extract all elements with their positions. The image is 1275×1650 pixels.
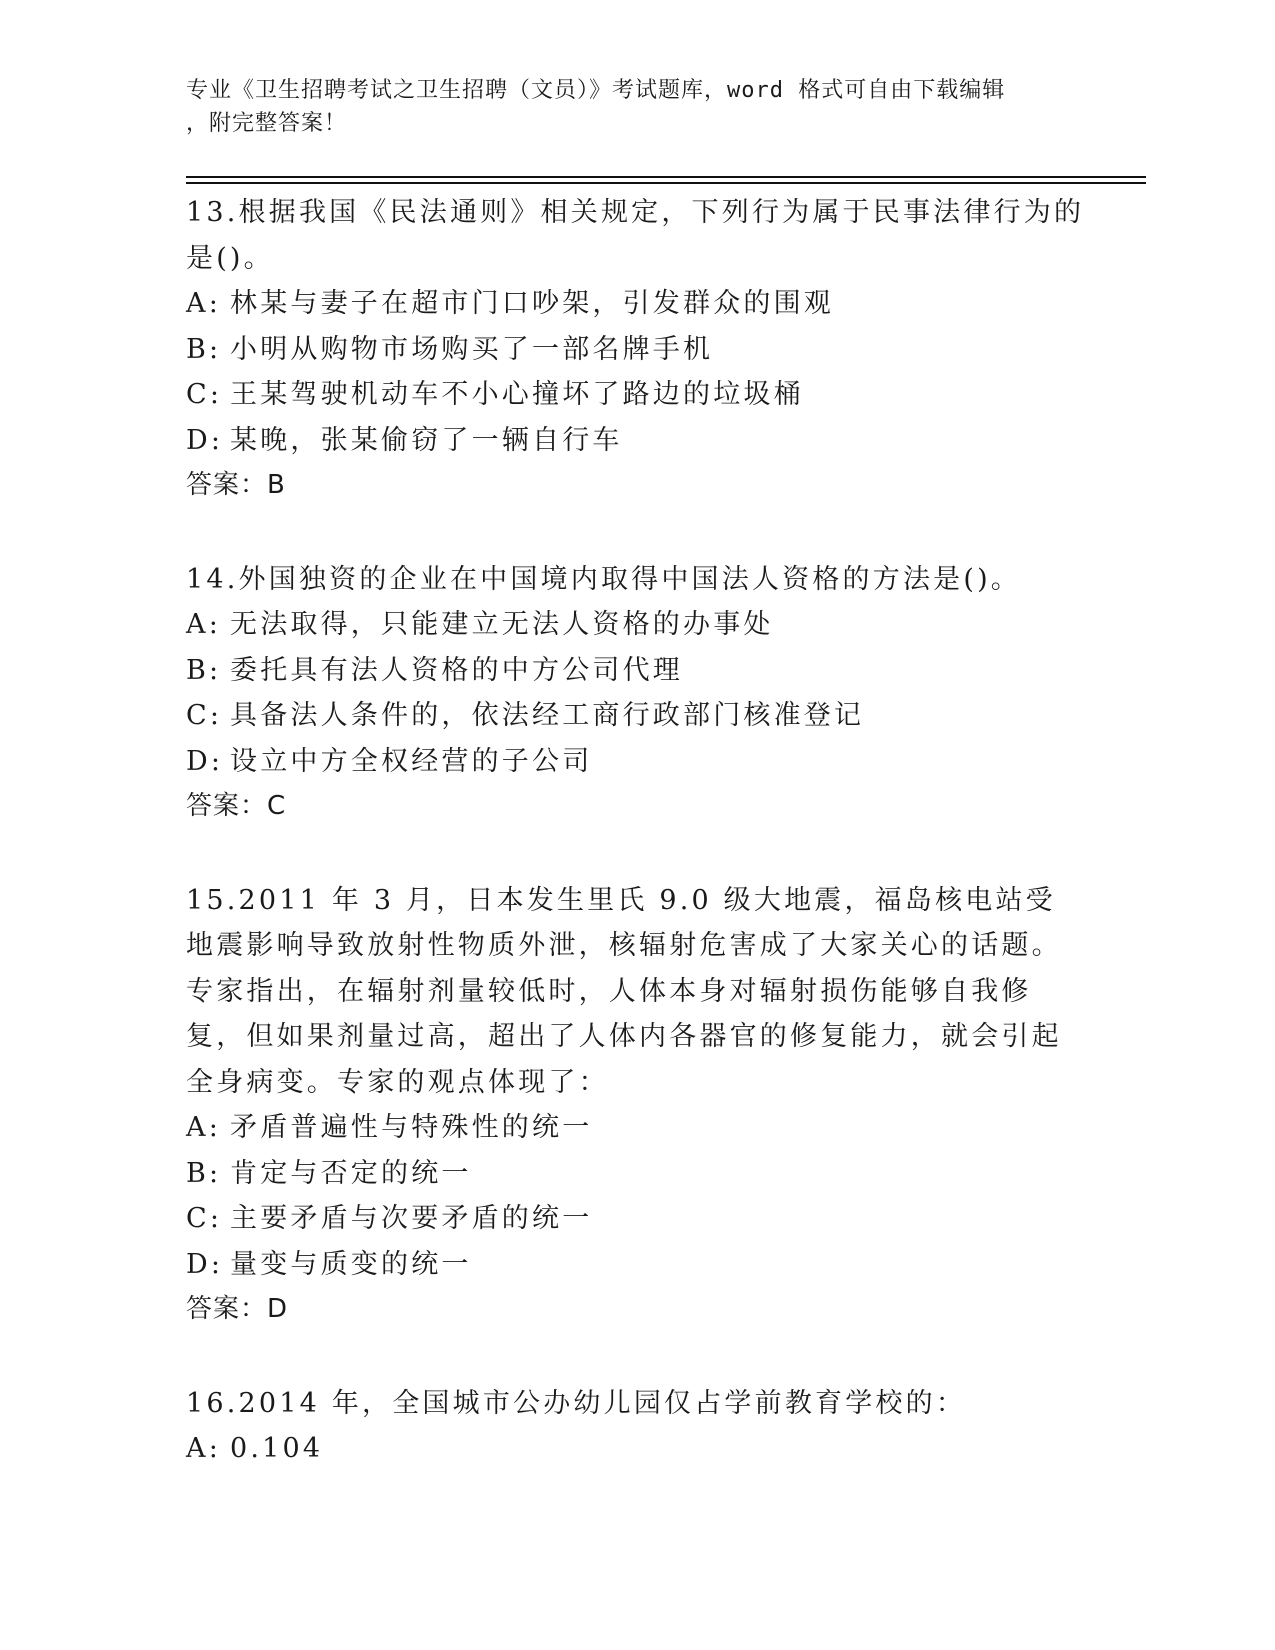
option-letter: D: [186, 424, 224, 456]
question-14 [186, 557, 1086, 830]
option-text: 量变与质变的统一 [230, 1248, 472, 1280]
option-b [186, 1151, 1086, 1197]
option-text: 矛盾普遍性与特殊性的统一 [230, 1112, 593, 1143]
option-letter: D: [186, 1248, 224, 1280]
answer-line: 答案：B [186, 470, 286, 500]
option-text: 0.104 [230, 1433, 324, 1464]
option-text: 小明从购物市场购买了一部名牌手机 [230, 333, 714, 365]
question-list [186, 190, 1086, 1520]
question-16 [186, 1381, 1086, 1472]
option-letter: D: [186, 745, 224, 777]
answer-line: 答案：C [186, 791, 287, 821]
option-letter: B: [186, 654, 222, 686]
option-text: 肯定与否定的统一 [230, 1157, 472, 1189]
option-text: 王某驾驶机动车不小心撞坏了路边的垃圾桶 [230, 379, 804, 410]
option-a [186, 281, 1086, 327]
option-letter: C: [186, 379, 223, 410]
option-letter: A: [186, 1433, 221, 1464]
option-b [186, 327, 1086, 373]
option-c [186, 1196, 1086, 1242]
option-d [186, 1242, 1086, 1288]
header-intro-line-1: 专业《卫生招聘考试之卫生招聘（文员）》考试题库，word 格式可自由下载编辑 [186, 78, 1006, 103]
answer-line: 答案：D [186, 1294, 289, 1324]
option-text: 林某与妻子在超市门口吵架，引发群众的围观 [230, 288, 834, 319]
option-a [186, 1105, 1086, 1151]
option-text: 具备法人条件的，依法经工商行政部门核准登记 [230, 700, 865, 731]
option-letter: B: [186, 333, 222, 365]
question-stem: 14.外国独资的企业在中国境内取得中国法人资格的方法是()。 [186, 563, 1022, 595]
document-header [186, 74, 1066, 140]
question-15 [186, 878, 1086, 1333]
question-13 [186, 190, 1086, 509]
option-letter: A: [186, 609, 221, 640]
option-letter: A: [186, 1112, 221, 1143]
option-b [186, 648, 1086, 694]
option-d [186, 418, 1086, 464]
header-intro-line-2: ，附完整答案！ [186, 111, 348, 136]
option-letter: A: [186, 288, 221, 319]
option-letter: C: [186, 700, 223, 731]
option-a [186, 1426, 1086, 1472]
option-text: 主要矛盾与次要矛盾的统一 [230, 1203, 593, 1234]
header-divider-bottom [186, 182, 1146, 184]
question-stem: 16.2014 年，全国城市公办幼儿园仅占学前教育学校的： [186, 1387, 967, 1419]
question-stem: 15.2011 年 3 月，日本发生里氏 9.0 级大地震，福岛核电站受地震影响导致放射性物质外泄，核辐射危害成了大家关心的话题。专家指出，在辐射剂量较低时，人体本身对辐射损伤能够自我修复，但如果剂量过高，超出了人体内各器官的修复能力，就会引起全身病变。专家的观点体现了： [186, 884, 1062, 1098]
option-letter: C: [186, 1203, 223, 1234]
header-divider-top [186, 176, 1146, 178]
option-d [186, 739, 1086, 785]
option-a [186, 602, 1086, 648]
option-letter: B: [186, 1157, 222, 1189]
option-c [186, 372, 1086, 418]
question-stem: 13.根据我国《民法通则》相关规定，下列行为属于民事法律行为的是()。 [186, 197, 1085, 274]
option-c [186, 693, 1086, 739]
option-text: 某晚，张某偷窃了一辆自行车 [230, 424, 623, 456]
option-text: 委托具有法人资格的中方公司代理 [230, 654, 683, 686]
option-text: 无法取得，只能建立无法人资格的办事处 [230, 609, 774, 640]
option-text: 设立中方全权经营的子公司 [230, 745, 593, 777]
